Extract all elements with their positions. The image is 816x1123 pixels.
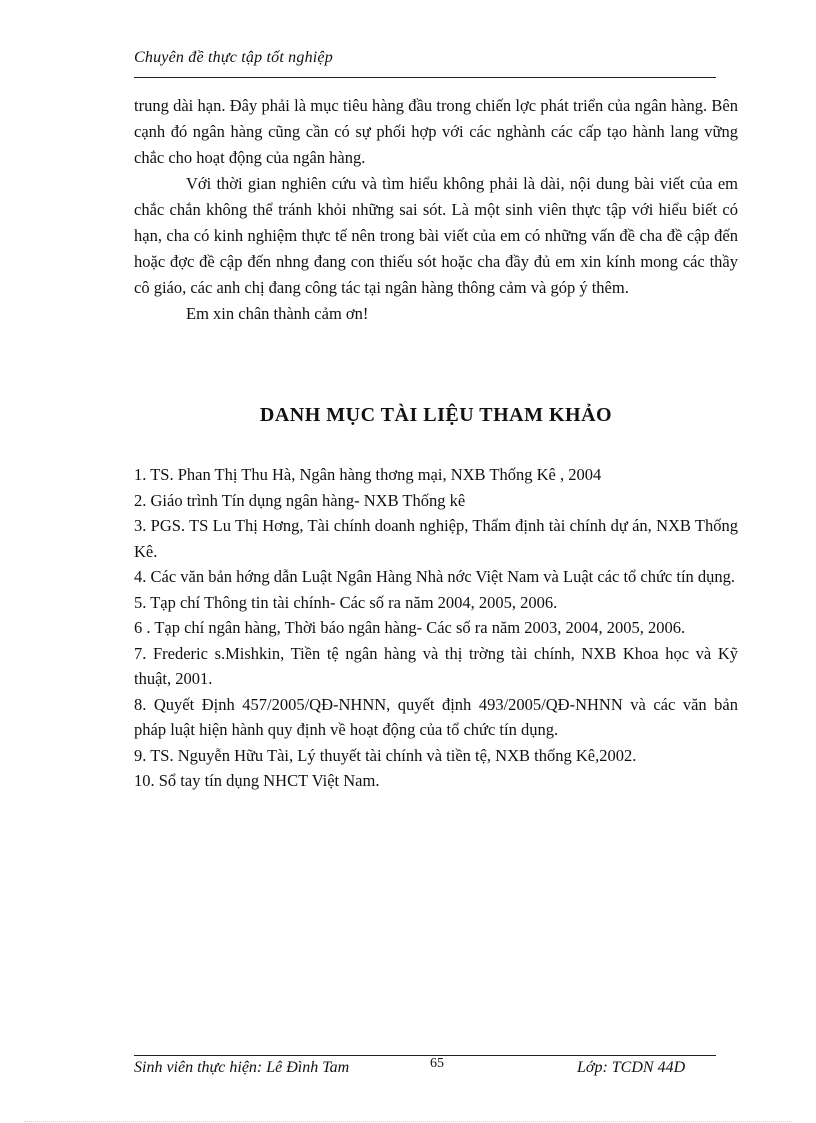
reference-item: 7. Frederic s.Mishkin, Tiền tệ ngân hàng và thị trờng tài chính, NXB Khoa học và Kỹ thuật, 2001.	[134, 643, 738, 688]
reference-item: 1. TS. Phan Thị Thu Hà, Ngân hàng thơng mại, NXB Thống Kê , 2004	[134, 465, 602, 484]
reference-item: 4. Các văn bản hớng dẫn Luật Ngân Hàng Nhà nớc Việt Nam và Luật các tổ chức tín dụng.	[134, 567, 736, 586]
reference-item: 3. PGS. TS Lu Thị Hơng, Tài chính doanh nghiệp, Thẩm định tài chính dự án, NXB Thống Kê.	[134, 516, 738, 561]
student-name: Sinh viên thực hiện: Lê Đình Tam	[134, 1059, 350, 1076]
reference-item: 8. Quyết Định 457/2005/QĐ-NHNN, quyết định 493/2005/QĐ-NHNN và các văn bản pháp luật hiện hành quy định về hoạt động của tổ chức tín dụng.	[134, 694, 738, 739]
body-paragraph-3: Em xin chân thành cảm ơn!	[186, 304, 369, 323]
references-heading: DANH MỤC TÀI LIỆU THAM KHẢO	[259, 404, 613, 426]
document-title: Chuyên đề thực tập tốt nghiệp	[134, 49, 333, 66]
reference-item: 5. Tạp chí Thông tin tài chính- Các số ra năm 2004, 2005, 2006.	[134, 592, 558, 612]
body-content	[134, 93, 738, 327]
page-edge-divider	[24, 1121, 792, 1122]
reference-item: 9. TS. Nguyễn Hữu Tài, Lý thuyết tài chính và tiền tệ, NXB thống Kê,2002.	[134, 745, 637, 765]
page-number: 65	[430, 1056, 444, 1071]
reference-item: 2. Giáo trình Tín dụng ngân hàng- NXB Thống kê	[134, 490, 466, 510]
body-paragraph-1: trung dài hạn. Đây phải là mục tiêu hàng đầu trong chiến lợc phát triển của ngân hàng. Bên cạnh đó ngân hàng cũng cần có sự phối hợp với các nghành các cấp tạo hành lang vững chắc cho hoạt động của ngân hàng.	[134, 96, 738, 167]
reference-item: 6 . Tạp chí ngân hàng, Thời báo ngân hàng- Các số ra năm 2003, 2004, 2005, 2006.	[134, 618, 686, 637]
reference-item: 10. Sổ tay tín dụng NHCT Việt Nam.	[134, 771, 380, 790]
header-divider	[134, 77, 716, 78]
footer-divider	[134, 1055, 716, 1056]
references-list	[134, 462, 738, 794]
class-label: Lớp: TCDN 44D	[577, 1059, 686, 1076]
body-paragraph-2: Với thời gian nghiên cứu và tìm hiểu không phải là dài, nội dung bài viết của em chắc chắn không thể tránh khỏi những sai sót. Là một sinh viên thực tập với hiểu biết có hạn, cha có kinh nghiệm thực tế nên trong bài viết của em có những vấn đề cha đề cập đến hoặc đợc đề cập đến nhng đang con thiếu sót hoặc cha đầy đủ em xin kính mong các thầy cô giáo, các anh chị đang công tác tại ngân hàng thông cảm và góp ý thêm.	[134, 174, 738, 297]
